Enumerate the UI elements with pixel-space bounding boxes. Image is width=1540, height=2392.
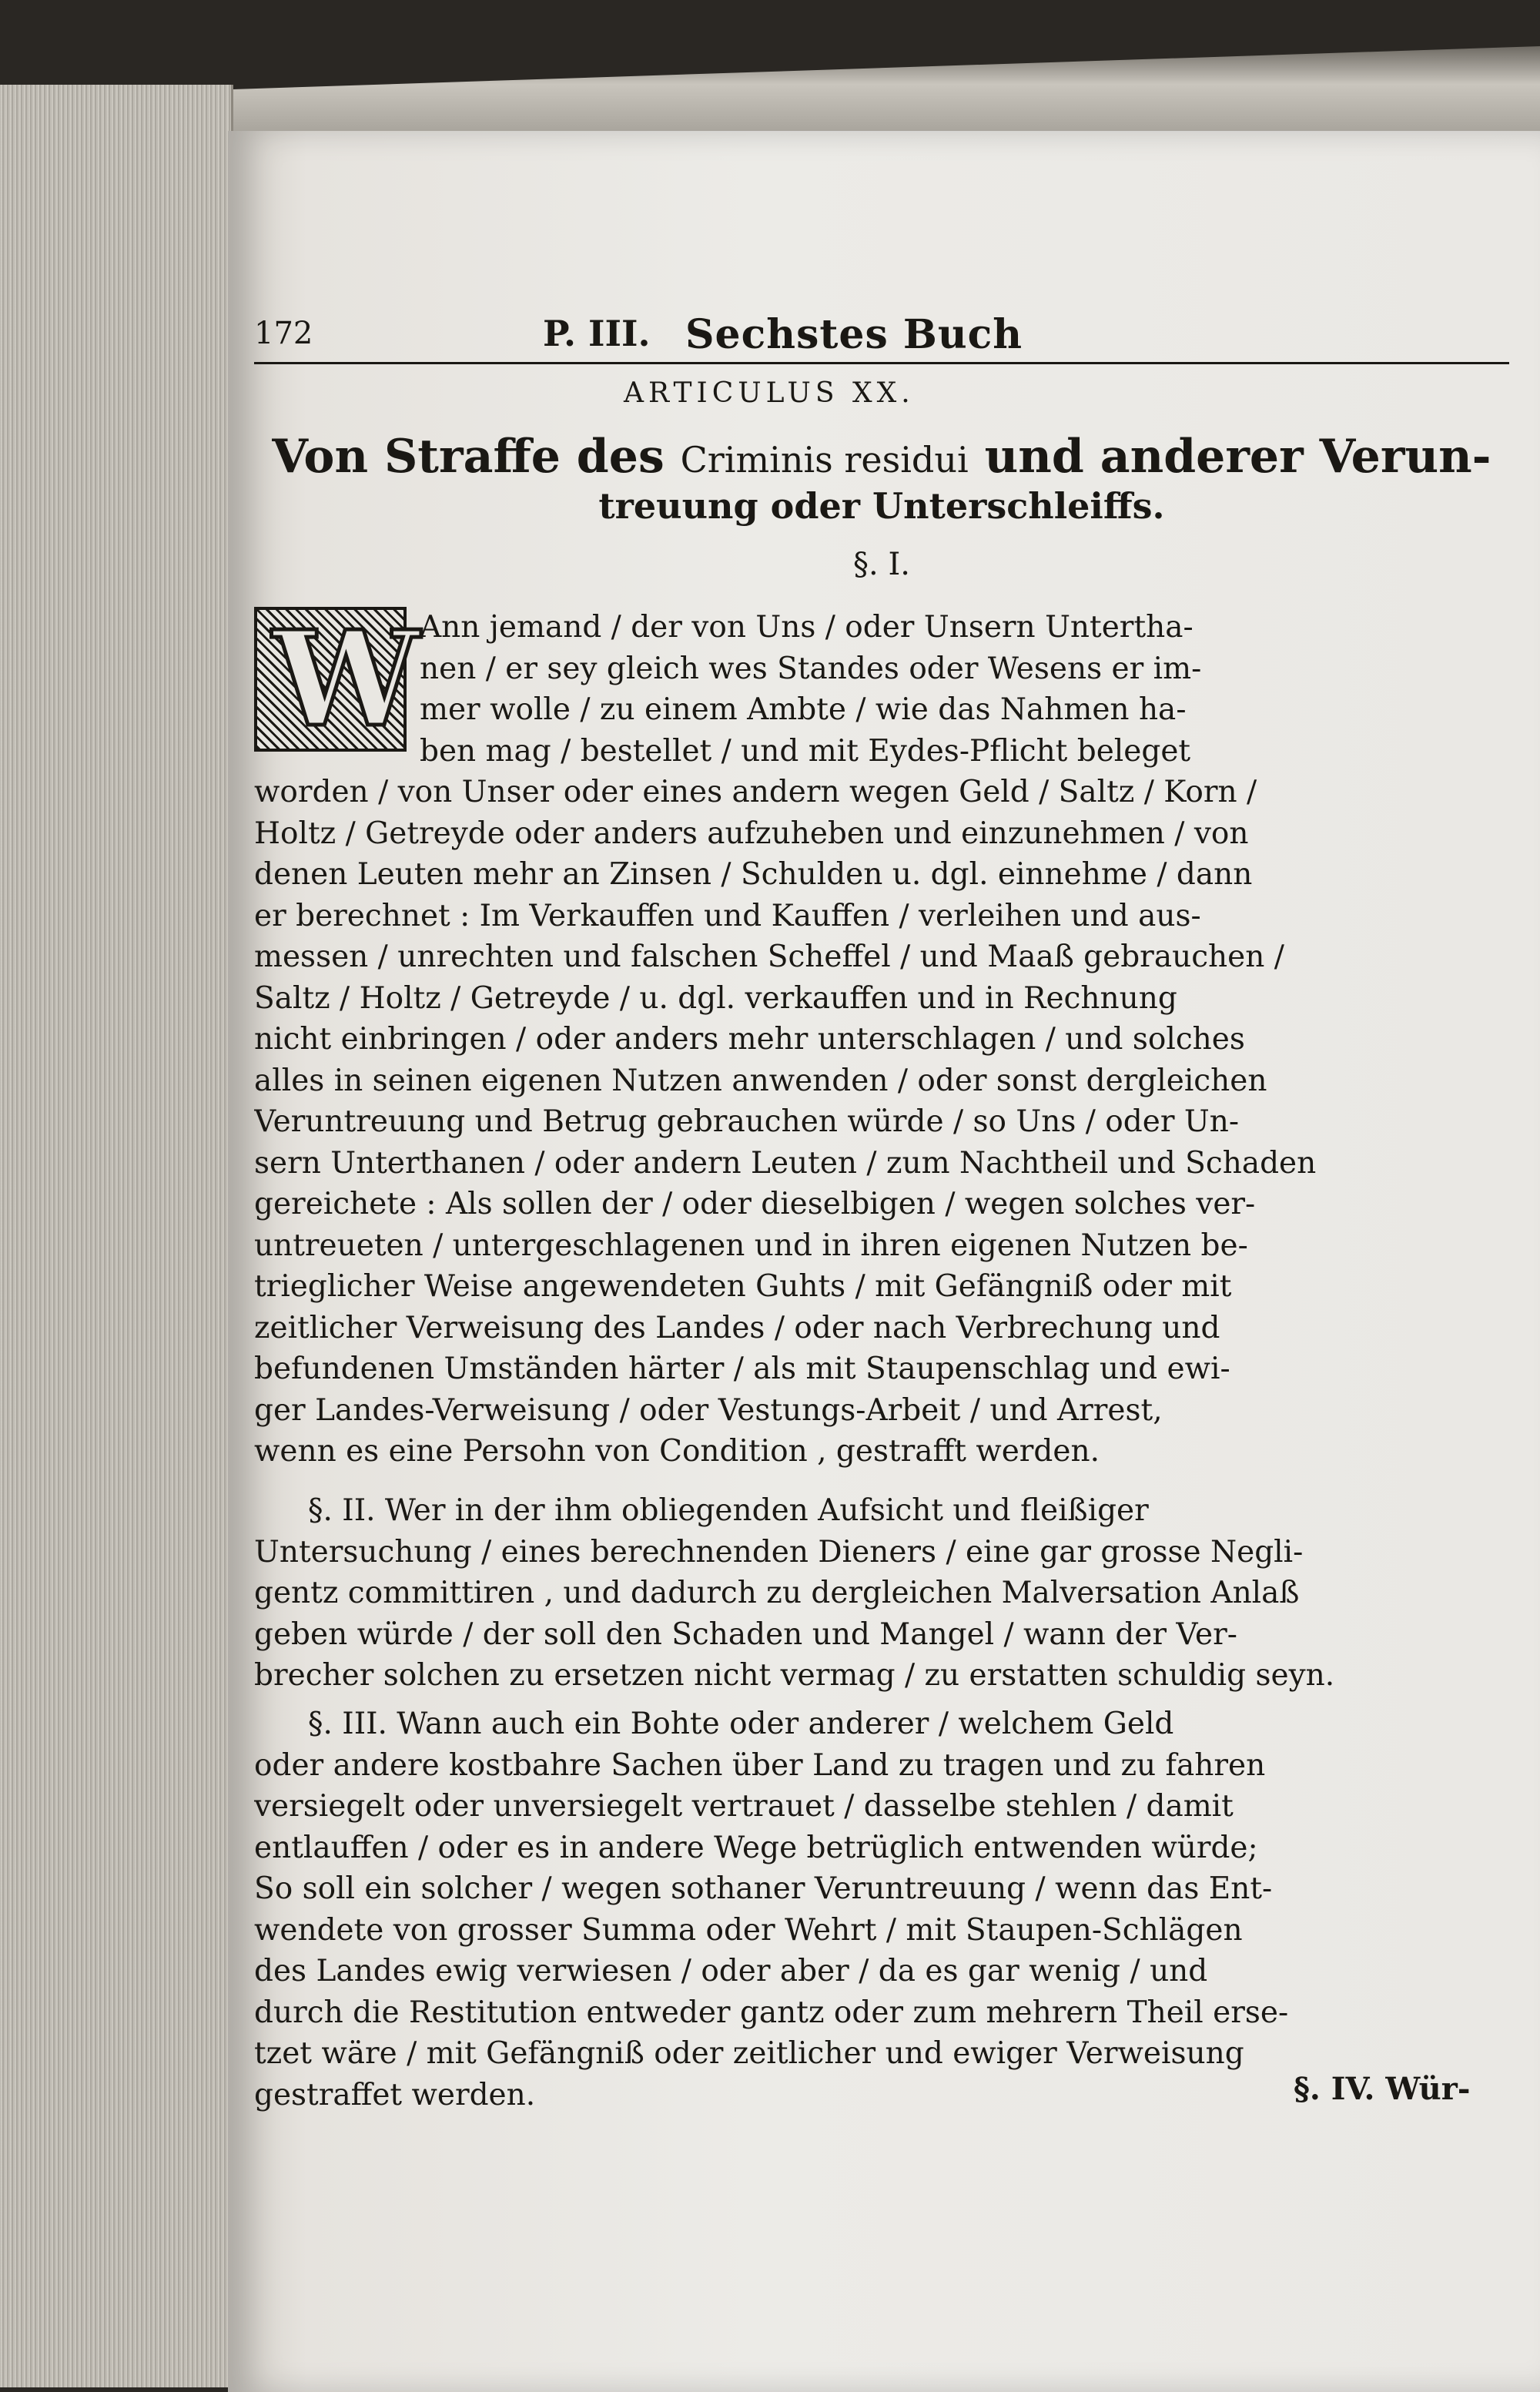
section-3-text: [254, 1704, 1509, 2116]
text-line: versiegelt oder unversiegelt vertrauet / dasselbe stehlen / damit: [254, 1789, 1234, 1824]
text-line: denen Leuten mehr an Zinsen / Schulden u. dgl. einnehme / dann: [254, 857, 1253, 892]
text-line: worden / von Unser oder eines andern wegen Geld / Saltz / Korn /: [254, 775, 1257, 809]
text-line: nen / er sey gleich wes Standes oder Wesens er im-: [420, 651, 1202, 686]
title-latin: Criminis residui: [680, 439, 969, 481]
text-line: wendete von grosser Summa oder Wehrt / mit Staupen-Schlägen: [254, 1912, 1243, 1948]
book-title: Sechstes Buch: [685, 311, 1023, 358]
text-line: sern Unterthanen / oder andern Leuten / zum Nachtheil und Schaden: [254, 1145, 1317, 1181]
text-line: ben mag / bestellet / und mit Eydes-Pflicht beleget: [420, 733, 1191, 769]
text-line: messen / unrechten und falschen Scheffel / und Maaß gebrauchen /: [254, 940, 1284, 974]
article-label: ARTICULUS XX.: [624, 377, 915, 409]
text-line: nicht einbringen / oder anders mehr unterschlagen / und solches: [254, 1022, 1245, 1057]
text-line: Untersuchung / eines berechnenden Dieners / eine gar grosse Negli-: [254, 1534, 1304, 1570]
page-number: 172: [254, 316, 313, 351]
text-line: gentz committiren , und dadurch zu dergleichen Malversation Anlaß: [254, 1576, 1300, 1610]
text-line: So soll ein solcher / wegen sothaner Veruntreuung / wenn das Ent-: [254, 1871, 1273, 1906]
text-line: gereichete : Als sollen der / oder dieselbigen / wegen solches ver-: [254, 1187, 1256, 1221]
article-title-line-2: treuung oder Unterschleiffs.: [598, 485, 1165, 527]
text-line: des Landes ewig verwiesen / oder aber / da es gar wenig / und: [254, 1954, 1208, 1988]
text-line: geben würde / der soll den Schaden und Mangel / wann der Ver-: [254, 1616, 1237, 1652]
text-line: ger Landes-Verweisung / oder Vestungs-Arbeit / und Arrest,: [254, 1392, 1163, 1428]
text-line: befundenen Umständen härter / als mit Staupenschlag und ewi-: [254, 1352, 1230, 1386]
page-edges: [0, 85, 233, 2387]
text-line: gestraffet werden.: [254, 2077, 536, 2112]
text-line: §. III. Wann auch ein Bohte oder anderer / welchem Geld: [308, 1707, 1174, 1741]
text-line: §. II. Wer in der ihm obliegenden Aufsicht und fleißiger: [308, 1493, 1149, 1528]
section-2-text: [254, 1490, 1509, 1697]
catchword: §. IV. Wür-: [1294, 2071, 1471, 2107]
text-line: Saltz / Holtz / Getreyde / u. dgl. verkauffen und in Rechnung: [254, 980, 1177, 1016]
text-line: mer wolle / zu einem Ambte / wie das Nahmen ha-: [420, 692, 1187, 727]
text-line: wenn es eine Persohn von Condition , gestrafft werden.: [254, 1434, 1100, 1469]
part-label: P. III.: [543, 313, 651, 354]
text-line: untreueten / untergeschlagenen und in ihren eigenen Nutzen be-: [254, 1228, 1248, 1263]
text-line: tzet wäre / mit Gefängniß oder zeitlicher und ewiger Verweisung: [254, 2036, 1244, 2071]
text-line: brecher solchen zu ersetzen nicht vermag / zu erstatten schuldig seyn.: [254, 1658, 1335, 1693]
initial-letter: W: [273, 602, 420, 756]
title-part-2: und anderer Verun-: [984, 430, 1491, 484]
text-line: trieglicher Weise angewendeten Guhts / mit Gefängniß oder mit: [254, 1269, 1232, 1304]
text-line: durch die Restitution entweder gantz oder zum mehrern Theil erse-: [254, 1995, 1289, 2030]
title-part-1: Von Straffe des: [272, 430, 665, 484]
text-line: oder andere kostbahre Sachen über Land zu tragen und zu fahren: [254, 1747, 1266, 1783]
text-line: Veruntreuung und Betrug gebrauchen würde / so Uns / oder Un-: [254, 1104, 1240, 1139]
text-line: zeitlicher Verweisung des Landes / oder nach Verbrechung und: [254, 1310, 1220, 1345]
text-line: Holtz / Getreyde oder anders aufzuheben und einzunehmen / von: [254, 816, 1249, 851]
text-line: Ann jemand / der von Uns / oder Unsern Untertha-: [420, 610, 1194, 645]
text-line: alles in seinen eigenen Nutzen anwenden / oder sonst dergleichen: [254, 1063, 1267, 1098]
section-mark-1: §. I.: [853, 547, 910, 582]
running-header: [254, 311, 1509, 364]
text-line: entlauffen / oder es in andere Wege betrüglich entwenden würde;: [254, 1830, 1258, 1865]
article-title: [254, 431, 1509, 485]
section-1-text: [254, 602, 1509, 1472]
text-line: er berechnet : Im Verkauffen und Kauffen / verleihen und aus-: [254, 898, 1201, 933]
